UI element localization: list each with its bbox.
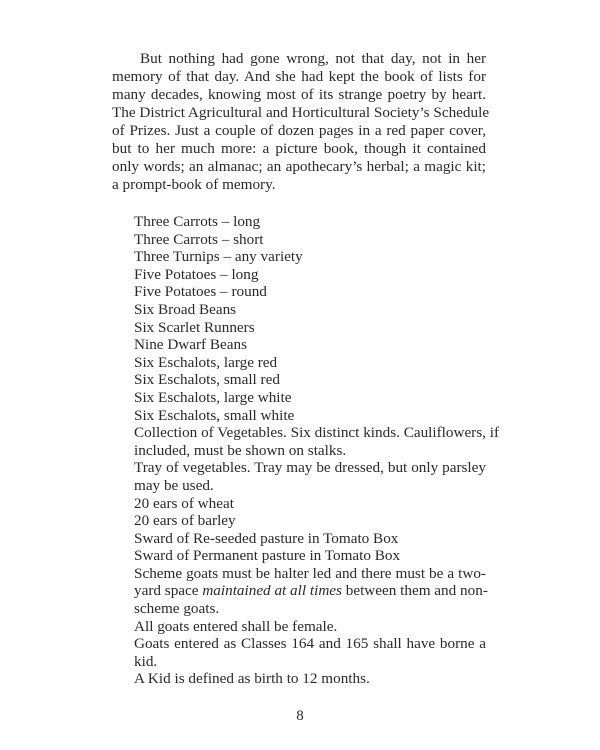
intro-line: but to her much more: a picture book, though it contained [112, 140, 486, 157]
list-item: Six Scarlet Runners [134, 318, 255, 336]
list-item: Five Potatoes – round [134, 283, 267, 301]
intro-line: of Prizes. Just a couple of dozen pages in a red paper cover, [112, 122, 486, 139]
list-item: Sward of Re-seeded pasture in Tomato Box [134, 529, 399, 547]
intro-line: many decades, knowing most of its strange poetry by heart. [112, 86, 486, 103]
list-item: Three Turnips – any variety [134, 248, 303, 266]
list-item: Six Eschalots, large red [134, 353, 278, 371]
list-item-scheme-goats: Scheme goats must be halter led and there must be a two- yard space maintained at all times between them and non- scheme goats. [134, 564, 488, 618]
intro-line: But nothing had gone wrong, not that day, not in her [140, 50, 486, 67]
list-item: Six Eschalots, large white [134, 388, 292, 406]
list-item-goats-classes: Goats entered as Classes 164 and 165 shall have borne a kid. [134, 635, 486, 670]
list-item: Six Eschalots, small red [134, 371, 280, 389]
list-item: A Kid is defined as birth to 12 months. [134, 670, 370, 688]
list-item-vegetable-collection: Collection of Vegetables. Six distinct kinds. Cauliflowers, if included, must be shown on stalks. [134, 424, 500, 459]
list-item: Three Carrots – short [134, 230, 264, 248]
italic-emphasis: maintained at all times [202, 582, 342, 600]
intro-line: a prompt-book of memory. [112, 176, 276, 193]
list-item: 20 ears of wheat [134, 494, 234, 512]
list-item: Six Eschalots, small white [134, 406, 295, 424]
list-item: Nine Dwarf Beans [134, 336, 248, 354]
list-item: All goats entered shall be female. [134, 617, 338, 635]
list-item: Sward of Permanent pasture in Tomato Box [134, 547, 401, 565]
intro-line: The District Agricultural and Horticultural Society’s Schedule [112, 104, 490, 121]
list-item: Five Potatoes – long [134, 265, 259, 283]
list-item-tray: Tray of vegetables. Tray may be dressed, but only parsley may be used. [134, 459, 486, 494]
list-item: 20 ears of barley [134, 512, 236, 530]
list-item: Six Broad Beans [134, 300, 237, 318]
intro-line: memory of that day. And she had kept the book of lists for [112, 68, 486, 85]
intro-paragraph [112, 50, 490, 194]
prize-schedule-list [134, 213, 500, 688]
list-item: Three Carrots – long [134, 213, 261, 230]
intro-line: only words; an almanac; an apothecary’s herbal; a magic kit; [112, 158, 486, 175]
page-number: 8 [296, 708, 304, 724]
